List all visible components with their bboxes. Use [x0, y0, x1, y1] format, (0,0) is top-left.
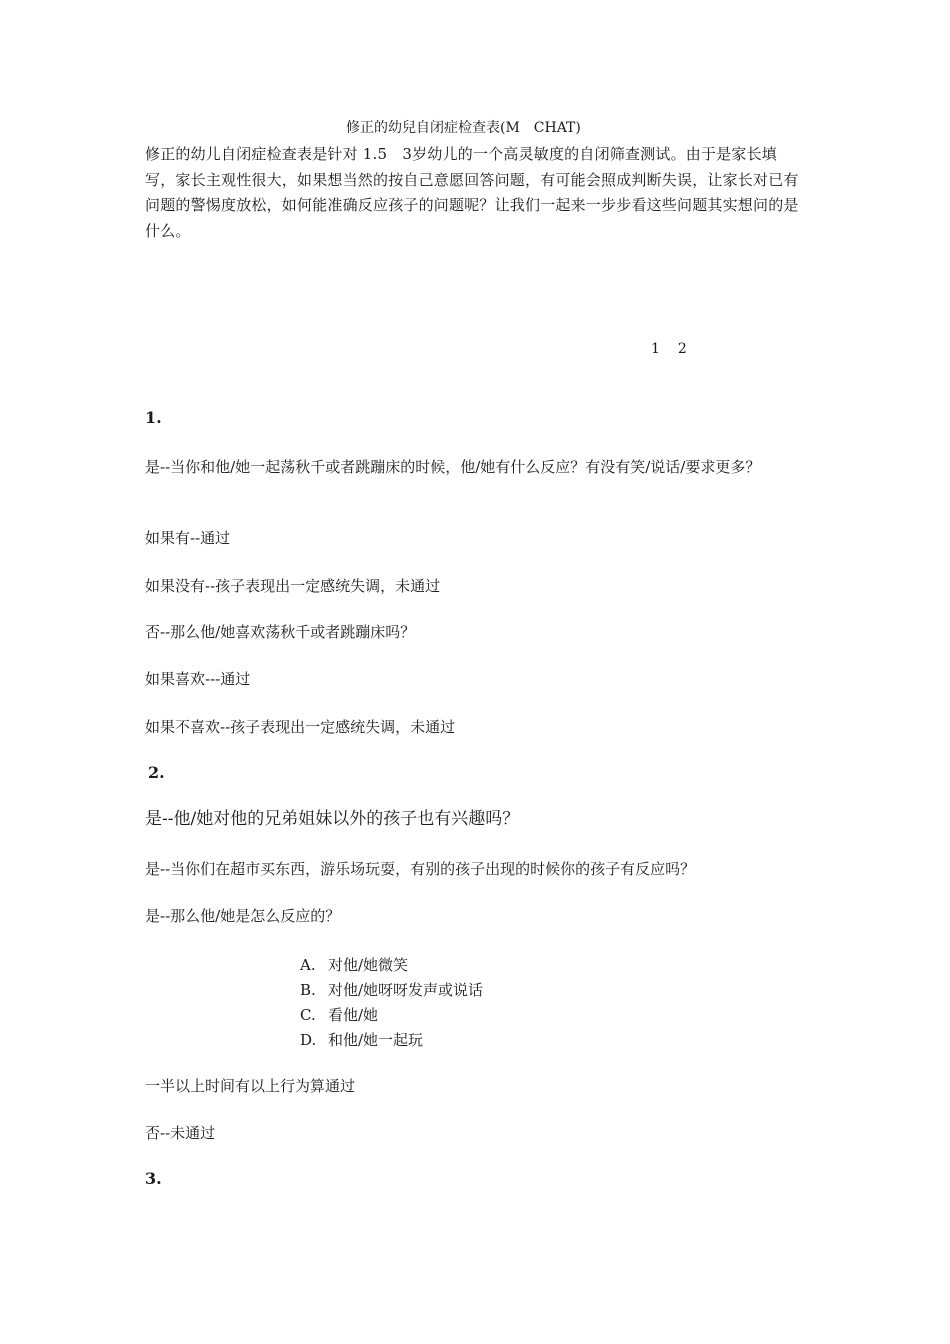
question-1-if-like: 如果喜欢---通过 — [145, 670, 251, 688]
question-2-options-list — [300, 953, 483, 1053]
question-2-pass-rule: 一半以上时间有以上行为算通过 — [145, 1077, 356, 1095]
question-2-follow-up: 是--当你们在超市买东西，游乐场玩耍，有别的孩子出现的时候你的孩子有反应吗？ — [145, 860, 696, 878]
question-1-yes-question: 是--当你和他/她一起荡秋千或者跳蹦床的时候，他/她有什么反应？有没有笑/说话/要求更多？ — [145, 458, 761, 476]
option-text: 和他/她一起玩 — [328, 1031, 424, 1049]
option-letter: A. — [300, 956, 316, 974]
question-1-number: 1. — [145, 408, 162, 427]
intro-paragraph: 修正的幼儿自闭症检查表是针对 1.5 3岁幼儿的一个高灵敏度的自闭筛查测试。由于是家长填写，家长主观性很大，如果想当然的按自己意愿回答问题，有可能会照成判断失误，让家长对已有问题的警惕度放松，如何能准确反应孩子的问题呢？让我们一起来一步步看这些问题其实想问的是什么。 — [145, 145, 799, 240]
option-letter: B. — [300, 981, 316, 999]
option-text: 对他/她呀呀发声或说话 — [328, 981, 484, 999]
question-1-if-no: 如果没有--孩子表现出一定感统失调，未通过 — [145, 577, 441, 595]
option-item — [300, 1028, 483, 1053]
question-2-number: 2. — [148, 763, 165, 782]
question-2-follow-up-2: 是--那么他/她是怎么反应的？ — [145, 907, 341, 925]
option-item — [300, 978, 483, 1003]
option-item — [300, 1003, 483, 1028]
option-text: 看他/她 — [328, 1006, 379, 1024]
question-3-number: 3. — [145, 1169, 162, 1188]
question-2-no-result: 否--未通过 — [145, 1124, 216, 1142]
page-numbers: 1 2 — [651, 341, 689, 357]
option-text: 对他/她微笑 — [328, 956, 409, 974]
document-title: 修正的幼兒自闭症检查表(M CHAT) — [346, 120, 581, 136]
question-1-if-dislike: 如果不喜欢--孩子表现出一定感统失调，未通过 — [145, 718, 456, 736]
question-1-if-yes: 如果有--通过 — [145, 529, 231, 547]
question-2-question: 是--他/她对他的兄弟姐妹以外的孩子也有兴趣吗？ — [145, 809, 520, 829]
question-1-no-question: 否--那么他/她喜欢荡秋千或者跳蹦床吗？ — [145, 623, 416, 641]
option-letter: C. — [300, 1006, 316, 1024]
option-letter: D. — [300, 1031, 317, 1049]
option-item — [300, 953, 483, 978]
